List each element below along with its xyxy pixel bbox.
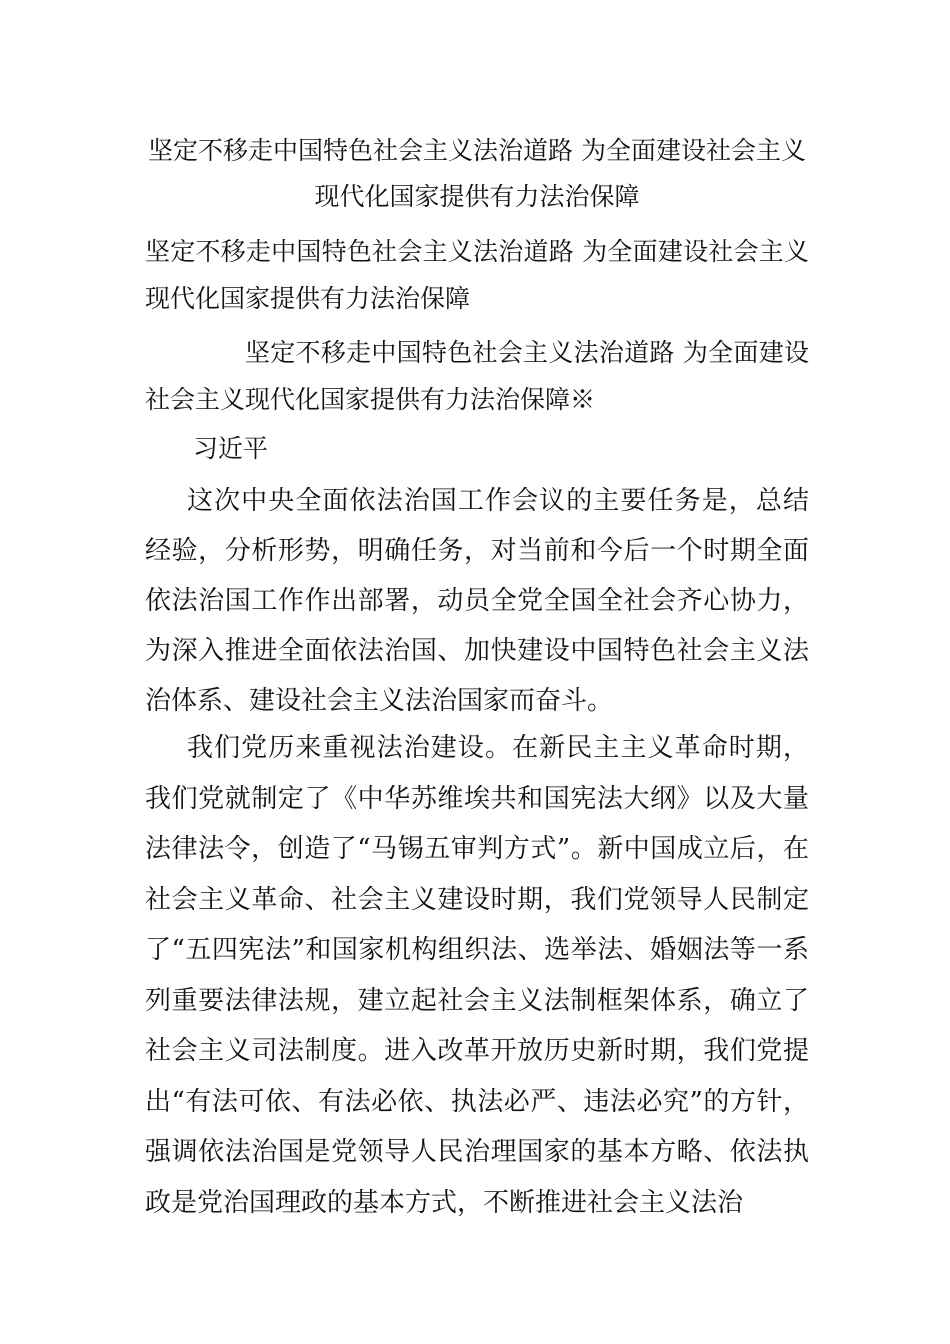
document-subtitle: 坚定不移走中国特色社会主义法治道路 为全面建设社会主义现代化国家提供有力法治保障 — [145, 237, 809, 313]
author-name: 习近平 — [193, 434, 269, 463]
paragraph-2: 我们党历来重视法治建设。在新民主主义革命时期，我们党就制定了《中华苏维埃共和国宪法大纲》以及大量法律法令，创造了“马锡五审判方式”。新中国成立后，在社会主义革命、社会主义建设时期，我们党领导人民制定了“五四宪法”和国家机构组织法、选举法、婚姻法等一系列重要法律法规，建立起社会主义法制框架体系，确立了社会主义司法制度。进入改革开放历史新时期，我们党提出“有法可依、有法必依、执法必严、违法必究”的方针，强调依法治国是党领导人民治理国家的基本方略、依法执政是党治国理政的基本方式，不断推进社会主义法治 — [145, 733, 809, 1218]
document-title: 坚定不移走中国特色社会主义法治道路 为全面建设社会主义现代化国家提供有力法治保障 — [148, 136, 806, 211]
article-title: 坚定不移走中国特色社会主义法治道路 为全面建设社会主义现代化国家提供有力法治保障※ — [145, 338, 809, 414]
paragraph-1: 这次中央全面依法治国工作会议的主要任务是，总结经验，分析形势，明确任务，对当前和今后一个时期全面依法治国工作作出部署，动员全党全国全社会齐心协力，为深入推进全面依法治国、加快建设中国特色社会主义法治体系、建设社会主义法治国家而奋斗。 — [145, 486, 809, 716]
